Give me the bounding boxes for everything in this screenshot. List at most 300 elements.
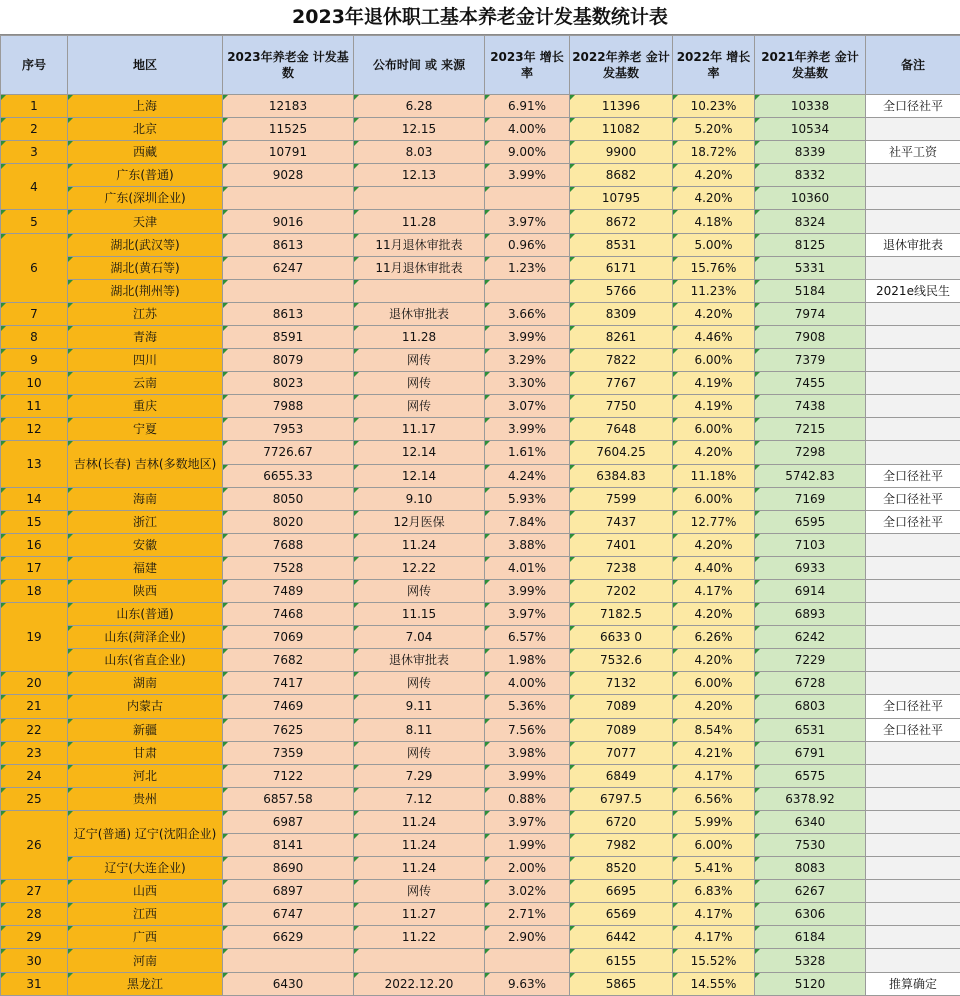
cell-growth-2022: 4.19%	[673, 372, 755, 395]
cell-growth-2022: 14.55%	[673, 972, 755, 995]
cell-region: 天津	[68, 210, 223, 233]
cell-id: 13	[1, 441, 68, 487]
cell-note	[866, 672, 960, 695]
cell-base-2021: 6242	[755, 626, 866, 649]
cell-id: 2	[1, 118, 68, 141]
cell-region: 广东(普通)	[68, 164, 223, 187]
cell-growth-2022: 6.00%	[673, 418, 755, 441]
table-row	[1, 279, 960, 302]
cell-source: 9.10	[354, 487, 485, 510]
cell-note	[866, 164, 960, 187]
cell-base-2023: 6897	[223, 880, 354, 903]
cell-growth-2022: 5.41%	[673, 857, 755, 880]
cell-base-2022: 7532.6	[570, 649, 673, 672]
cell-base-2021: 6531	[755, 718, 866, 741]
cell-base-2022: 10795	[570, 187, 673, 210]
cell-base-2021: 5331	[755, 256, 866, 279]
cell-source: 11.27	[354, 903, 485, 926]
table-row	[1, 210, 960, 233]
cell-region: 安徽	[68, 533, 223, 556]
cell-base-2021: 7298	[755, 441, 866, 464]
cell-growth-2023: 3.98%	[485, 741, 570, 764]
cell-base-2021: 7974	[755, 302, 866, 325]
cell-growth-2022: 4.46%	[673, 325, 755, 348]
cell-region: 山东(菏泽企业)	[68, 626, 223, 649]
cell-base-2021: 7455	[755, 372, 866, 395]
cell-source: 12.13	[354, 164, 485, 187]
cell-note	[866, 949, 960, 972]
cell-growth-2023	[485, 949, 570, 972]
cell-base-2021: 6791	[755, 741, 866, 764]
header-row	[1, 36, 960, 95]
cell-source: 12月医保	[354, 510, 485, 533]
cell-base-2022: 7599	[570, 487, 673, 510]
cell-growth-2023: 1.61%	[485, 441, 570, 464]
cell-source: 退休审批表	[354, 649, 485, 672]
cell-base-2022: 6155	[570, 949, 673, 972]
table-row	[1, 118, 960, 141]
table-row	[1, 880, 960, 903]
header-cell-region: 地区	[68, 36, 223, 95]
cell-source: 网传	[354, 741, 485, 764]
cell-source: 11.17	[354, 418, 485, 441]
table-row	[1, 926, 960, 949]
table-row	[1, 95, 960, 118]
cell-note: 全口径社平	[866, 695, 960, 718]
cell-growth-2023: 4.01%	[485, 556, 570, 579]
cell-base-2021: 6595	[755, 510, 866, 533]
table-row	[1, 718, 960, 741]
cell-source	[354, 187, 485, 210]
cell-region: 山东(省直企业)	[68, 649, 223, 672]
cell-source: 网传	[354, 395, 485, 418]
cell-region: 甘肃	[68, 741, 223, 764]
cell-source	[354, 949, 485, 972]
table-row	[1, 233, 960, 256]
cell-note: 全口径社平	[866, 510, 960, 533]
cell-growth-2022: 12.77%	[673, 510, 755, 533]
cell-id: 9	[1, 349, 68, 372]
cell-id: 18	[1, 579, 68, 602]
cell-source: 12.22	[354, 556, 485, 579]
cell-growth-2023: 5.93%	[485, 487, 570, 510]
cell-note	[866, 834, 960, 857]
cell-base-2021: 6933	[755, 556, 866, 579]
cell-source: 11.24	[354, 834, 485, 857]
cell-base-2021: 8125	[755, 233, 866, 256]
cell-base-2022: 7089	[570, 695, 673, 718]
cell-source: 网传	[354, 579, 485, 602]
table-row	[1, 672, 960, 695]
cell-region: 新疆	[68, 718, 223, 741]
cell-growth-2023: 4.24%	[485, 464, 570, 487]
cell-id: 30	[1, 949, 68, 972]
cell-note	[866, 556, 960, 579]
cell-source: 8.03	[354, 141, 485, 164]
cell-growth-2022: 15.52%	[673, 949, 755, 972]
table-row	[1, 187, 960, 210]
cell-note: 推算确定	[866, 972, 960, 995]
cell-growth-2022: 4.20%	[673, 695, 755, 718]
cell-base-2022: 7648	[570, 418, 673, 441]
cell-growth-2023: 3.97%	[485, 210, 570, 233]
cell-growth-2022: 6.00%	[673, 487, 755, 510]
cell-base-2021: 8332	[755, 164, 866, 187]
cell-id: 17	[1, 556, 68, 579]
cell-note: 全口径社平	[866, 464, 960, 487]
cell-source: 11月退休审批表	[354, 256, 485, 279]
cell-growth-2023	[485, 279, 570, 302]
cell-note	[866, 787, 960, 810]
cell-region: 山东(普通)	[68, 603, 223, 626]
cell-base-2022: 8531	[570, 233, 673, 256]
cell-base-2023: 8613	[223, 302, 354, 325]
cell-base-2023: 7625	[223, 718, 354, 741]
cell-note	[866, 325, 960, 348]
table-row	[1, 764, 960, 787]
cell-base-2022: 5766	[570, 279, 673, 302]
cell-base-2022: 7767	[570, 372, 673, 395]
cell-id: 31	[1, 972, 68, 995]
cell-base-2022: 8682	[570, 164, 673, 187]
table-row	[1, 372, 960, 395]
cell-base-2023: 6629	[223, 926, 354, 949]
table-row	[1, 649, 960, 672]
cell-note	[866, 810, 960, 833]
cell-source: 12.14	[354, 441, 485, 464]
cell-base-2023: 8079	[223, 349, 354, 372]
cell-id: 5	[1, 210, 68, 233]
cell-base-2021: 5120	[755, 972, 866, 995]
cell-growth-2023: 9.00%	[485, 141, 570, 164]
cell-base-2022: 7077	[570, 741, 673, 764]
cell-region: 海南	[68, 487, 223, 510]
cell-growth-2022: 11.18%	[673, 464, 755, 487]
cell-source: 6.28	[354, 95, 485, 118]
header-cell-note: 备注	[866, 36, 960, 95]
cell-note	[866, 533, 960, 556]
cell-note	[866, 857, 960, 880]
cell-note	[866, 372, 960, 395]
cell-id: 24	[1, 764, 68, 787]
cell-id: 1	[1, 95, 68, 118]
cell-growth-2022: 10.23%	[673, 95, 755, 118]
cell-id: 19	[1, 603, 68, 672]
header-cell-growth-2023: 2023年 增长率	[485, 36, 570, 95]
cell-growth-2023: 4.00%	[485, 672, 570, 695]
cell-source: 11月退休审批表	[354, 233, 485, 256]
cell-id: 25	[1, 787, 68, 810]
cell-growth-2022: 4.20%	[673, 603, 755, 626]
cell-base-2023: 7468	[223, 603, 354, 626]
cell-id: 6	[1, 233, 68, 302]
cell-note: 退休审批表	[866, 233, 960, 256]
cell-note	[866, 741, 960, 764]
cell-source: 11.28	[354, 210, 485, 233]
cell-note	[866, 926, 960, 949]
cell-region: 贵州	[68, 787, 223, 810]
cell-growth-2022: 4.40%	[673, 556, 755, 579]
cell-base-2022: 7182.5	[570, 603, 673, 626]
cell-base-2021: 6378.92	[755, 787, 866, 810]
cell-growth-2023: 9.63%	[485, 972, 570, 995]
cell-id: 4	[1, 164, 68, 210]
cell-growth-2023: 1.98%	[485, 649, 570, 672]
header-cell-base-2022: 2022年养老 金计发基数	[570, 36, 673, 95]
cell-base-2023: 12183	[223, 95, 354, 118]
cell-note	[866, 441, 960, 464]
table-row	[1, 418, 960, 441]
cell-base-2023: 10791	[223, 141, 354, 164]
cell-growth-2023: 2.90%	[485, 926, 570, 949]
cell-base-2021: 5328	[755, 949, 866, 972]
cell-growth-2023: 1.23%	[485, 256, 570, 279]
cell-base-2023: 6857.58	[223, 787, 354, 810]
cell-base-2022: 7089	[570, 718, 673, 741]
cell-base-2023: 6747	[223, 903, 354, 926]
cell-source: 11.24	[354, 533, 485, 556]
cell-growth-2023: 3.07%	[485, 395, 570, 418]
cell-region: 湖北(武汉等)	[68, 233, 223, 256]
cell-source: 11.24	[354, 810, 485, 833]
cell-source: 退休审批表	[354, 302, 485, 325]
cell-base-2023: 8613	[223, 233, 354, 256]
cell-growth-2023: 6.57%	[485, 626, 570, 649]
cell-growth-2022: 18.72%	[673, 141, 755, 164]
cell-base-2022: 7822	[570, 349, 673, 372]
table-row	[1, 810, 960, 833]
cell-base-2023: 8020	[223, 510, 354, 533]
cell-id: 20	[1, 672, 68, 695]
cell-growth-2022: 15.76%	[673, 256, 755, 279]
cell-base-2022: 7202	[570, 579, 673, 602]
cell-region: 江西	[68, 903, 223, 926]
table-row	[1, 903, 960, 926]
cell-id: 10	[1, 372, 68, 395]
cell-growth-2022: 6.00%	[673, 349, 755, 372]
cell-source: 9.11	[354, 695, 485, 718]
cell-base-2022: 6695	[570, 880, 673, 903]
cell-id: 15	[1, 510, 68, 533]
cell-growth-2022: 4.17%	[673, 764, 755, 787]
cell-base-2021: 8324	[755, 210, 866, 233]
cell-base-2021: 7229	[755, 649, 866, 672]
cell-growth-2022: 6.56%	[673, 787, 755, 810]
table-row	[1, 325, 960, 348]
cell-base-2023: 9016	[223, 210, 354, 233]
cell-base-2022: 7401	[570, 533, 673, 556]
cell-growth-2023: 3.30%	[485, 372, 570, 395]
cell-source: 8.11	[354, 718, 485, 741]
cell-base-2021: 7215	[755, 418, 866, 441]
table-row	[1, 141, 960, 164]
cell-source: 网传	[354, 880, 485, 903]
cell-base-2022: 9900	[570, 141, 673, 164]
cell-region: 上海	[68, 95, 223, 118]
cell-growth-2022: 4.19%	[673, 395, 755, 418]
cell-growth-2023: 6.91%	[485, 95, 570, 118]
table-row	[1, 349, 960, 372]
cell-base-2022: 6849	[570, 764, 673, 787]
table-row	[1, 741, 960, 764]
cell-region: 北京	[68, 118, 223, 141]
cell-base-2022: 6797.5	[570, 787, 673, 810]
cell-id: 14	[1, 487, 68, 510]
table-row	[1, 164, 960, 187]
cell-id: 29	[1, 926, 68, 949]
cell-base-2023: 9028	[223, 164, 354, 187]
cell-region: 湖南	[68, 672, 223, 695]
cell-id: 23	[1, 741, 68, 764]
cell-id: 11	[1, 395, 68, 418]
cell-base-2021: 6306	[755, 903, 866, 926]
header-cell-base-2023: 2023年养老金 计发基数	[223, 36, 354, 95]
cell-growth-2023: 2.71%	[485, 903, 570, 926]
cell-base-2023: 6430	[223, 972, 354, 995]
cell-growth-2023: 3.99%	[485, 325, 570, 348]
cell-id: 26	[1, 810, 68, 879]
cell-note	[866, 903, 960, 926]
table-row	[1, 441, 960, 464]
cell-base-2023	[223, 949, 354, 972]
cell-note	[866, 395, 960, 418]
cell-base-2021: 7438	[755, 395, 866, 418]
cell-base-2021: 7908	[755, 325, 866, 348]
cell-note: 全口径社平	[866, 487, 960, 510]
cell-region: 吉林(长春) 吉林(多数地区)	[68, 441, 223, 487]
cell-base-2022: 11396	[570, 95, 673, 118]
table-row	[1, 603, 960, 626]
header-cell-source: 公布时间 或 来源	[354, 36, 485, 95]
cell-base-2022: 6384.83	[570, 464, 673, 487]
cell-source: 网传	[354, 349, 485, 372]
cell-growth-2023: 0.96%	[485, 233, 570, 256]
cell-base-2023: 6247	[223, 256, 354, 279]
cell-source: 2022.12.20	[354, 972, 485, 995]
cell-note: 2021e线民生	[866, 279, 960, 302]
cell-growth-2023: 7.56%	[485, 718, 570, 741]
header-cell-growth-2022: 2022年 增长率	[673, 36, 755, 95]
cell-region: 浙江	[68, 510, 223, 533]
cell-base-2021: 6728	[755, 672, 866, 695]
cell-growth-2023: 3.29%	[485, 349, 570, 372]
cell-base-2023: 7069	[223, 626, 354, 649]
cell-growth-2022: 4.20%	[673, 164, 755, 187]
cell-source: 网传	[354, 372, 485, 395]
cell-source: 7.12	[354, 787, 485, 810]
cell-growth-2023: 2.00%	[485, 857, 570, 880]
cell-region: 湖北(荆州等)	[68, 279, 223, 302]
cell-id: 22	[1, 718, 68, 741]
cell-note: 全口径社平	[866, 718, 960, 741]
cell-note	[866, 349, 960, 372]
cell-growth-2023: 3.99%	[485, 418, 570, 441]
cell-source	[354, 279, 485, 302]
cell-base-2023: 7122	[223, 764, 354, 787]
cell-note	[866, 302, 960, 325]
cell-region: 宁夏	[68, 418, 223, 441]
cell-base-2021: 6340	[755, 810, 866, 833]
cell-growth-2022: 4.18%	[673, 210, 755, 233]
cell-region: 重庆	[68, 395, 223, 418]
cell-base-2023: 6987	[223, 810, 354, 833]
cell-base-2023: 7953	[223, 418, 354, 441]
cell-base-2022: 7750	[570, 395, 673, 418]
cell-growth-2023: 3.97%	[485, 603, 570, 626]
cell-base-2022: 8309	[570, 302, 673, 325]
cell-growth-2022: 5.99%	[673, 810, 755, 833]
cell-source: 12.15	[354, 118, 485, 141]
cell-growth-2022: 6.26%	[673, 626, 755, 649]
cell-note: 社平工资	[866, 141, 960, 164]
cell-note	[866, 418, 960, 441]
cell-region: 广西	[68, 926, 223, 949]
cell-id: 7	[1, 302, 68, 325]
cell-growth-2023: 3.97%	[485, 810, 570, 833]
cell-base-2022: 6442	[570, 926, 673, 949]
cell-growth-2022: 6.00%	[673, 834, 755, 857]
cell-growth-2023: 3.88%	[485, 533, 570, 556]
cell-base-2022: 7982	[570, 834, 673, 857]
cell-note	[866, 764, 960, 787]
cell-id: 12	[1, 418, 68, 441]
cell-base-2021: 6267	[755, 880, 866, 903]
cell-growth-2022: 4.17%	[673, 926, 755, 949]
cell-note	[866, 210, 960, 233]
cell-growth-2023: 7.84%	[485, 510, 570, 533]
cell-base-2023: 8591	[223, 325, 354, 348]
cell-base-2023: 8690	[223, 857, 354, 880]
cell-base-2021: 7169	[755, 487, 866, 510]
cell-growth-2022: 4.17%	[673, 579, 755, 602]
cell-note	[866, 187, 960, 210]
pension-table	[0, 35, 960, 996]
cell-growth-2023: 3.99%	[485, 764, 570, 787]
cell-region: 四川	[68, 349, 223, 372]
cell-source: 11.24	[354, 857, 485, 880]
cell-base-2021: 5742.83	[755, 464, 866, 487]
cell-base-2021: 6914	[755, 579, 866, 602]
cell-base-2022: 8520	[570, 857, 673, 880]
cell-base-2023: 7359	[223, 741, 354, 764]
cell-region: 青海	[68, 325, 223, 348]
cell-base-2022: 6171	[570, 256, 673, 279]
table-row	[1, 533, 960, 556]
cell-base-2022: 6569	[570, 903, 673, 926]
cell-region: 黑龙江	[68, 972, 223, 995]
cell-base-2023	[223, 279, 354, 302]
cell-base-2023: 7726.67	[223, 441, 354, 464]
cell-note	[866, 579, 960, 602]
cell-source: 7.04	[354, 626, 485, 649]
cell-base-2023: 8050	[223, 487, 354, 510]
cell-base-2021: 10360	[755, 187, 866, 210]
cell-id: 8	[1, 325, 68, 348]
cell-growth-2022: 11.23%	[673, 279, 755, 302]
cell-id: 16	[1, 533, 68, 556]
table-row	[1, 579, 960, 602]
cell-base-2022: 7604.25	[570, 441, 673, 464]
cell-base-2022: 6633 0	[570, 626, 673, 649]
table-title: 2023年退休职工基本养老金计发基数统计表	[0, 0, 960, 35]
table-row	[1, 556, 960, 579]
cell-base-2023: 7469	[223, 695, 354, 718]
cell-region: 西藏	[68, 141, 223, 164]
cell-region: 河南	[68, 949, 223, 972]
cell-source: 11.15	[354, 603, 485, 626]
cell-region: 云南	[68, 372, 223, 395]
cell-growth-2023: 3.99%	[485, 164, 570, 187]
